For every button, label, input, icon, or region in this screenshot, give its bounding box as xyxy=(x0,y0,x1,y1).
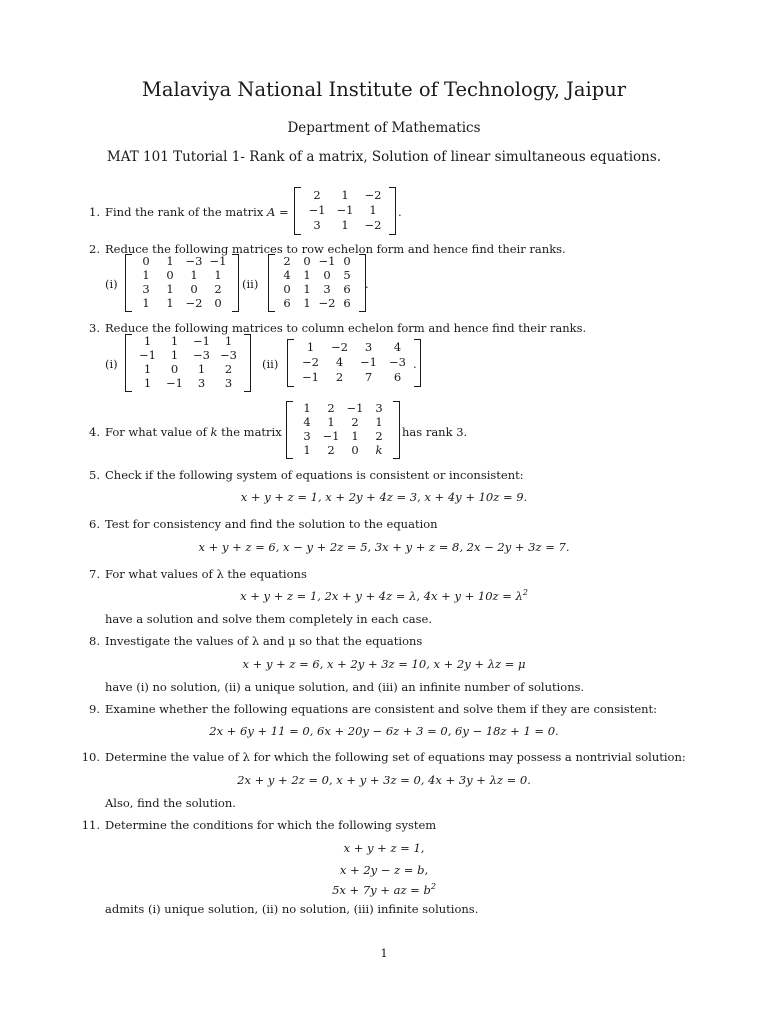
matrix-cell: 1 xyxy=(170,348,179,363)
question-2-number: 2. xyxy=(89,242,100,256)
matrix-cell: 0 xyxy=(190,282,198,297)
matrix-cell: −3 xyxy=(220,348,237,363)
question-11-equation-3 xyxy=(0,882,768,897)
question-11-number: 11. xyxy=(81,818,100,832)
question-3-matrix-i xyxy=(125,334,251,392)
matrix-left-bracket xyxy=(268,254,275,312)
question-6-number: 6. xyxy=(89,517,100,531)
matrix-grid xyxy=(294,339,414,387)
tutorial-subtitle: MAT 101 Tutorial 1- Rank of a matrix, Solution of linear simultaneous equations. xyxy=(106,149,662,165)
matrix-right-bracket xyxy=(232,254,239,312)
matrix-cell: 2 xyxy=(375,429,383,444)
question-1-matrix xyxy=(294,187,396,235)
question-2-text: Reduce the following matrices to row echelon form and hence find their ranks. xyxy=(105,242,566,256)
matrix-cell: 2 xyxy=(351,415,359,430)
question-7-equations xyxy=(0,588,768,603)
matrix-cell: 4 xyxy=(303,415,311,430)
question-7-after: have a solution and solve them completely in each case. xyxy=(105,612,432,626)
matrix-left-bracket xyxy=(287,339,294,387)
matrix-cell: 1 xyxy=(303,296,311,311)
equals-sign: = xyxy=(278,205,289,219)
question-10-equations: 2x + y + 2z = 0, x + y + 3z = 0, 4x + 3y + λz = 0. xyxy=(237,773,531,787)
question-10-after: Also, find the solution. xyxy=(105,796,236,810)
question-2-matrix-ii xyxy=(268,254,366,312)
question-4-number: 4. xyxy=(89,425,100,439)
matrix-cell: −1 xyxy=(346,401,364,416)
matrix-cell: 1 xyxy=(375,415,383,430)
question-3-matrix-ii xyxy=(287,339,421,387)
matrix-cell: 4 xyxy=(335,355,344,370)
matrix-cell: −2 xyxy=(185,296,203,311)
matrix-cell: 0 xyxy=(283,282,291,297)
question-11-equation-1: x + y + z = 1, xyxy=(343,841,425,855)
matrix-cell: 3 xyxy=(303,429,311,444)
matrix-cell: 1 xyxy=(166,296,174,311)
matrix-grid xyxy=(132,334,244,392)
matrix-cell: 6 xyxy=(393,370,402,385)
matrix-grid xyxy=(293,401,393,459)
question-8-number: 8. xyxy=(89,634,100,648)
matrix-cell: 1 xyxy=(166,282,174,297)
matrix-cell: 7 xyxy=(364,370,373,385)
matrix-cell: −1 xyxy=(166,376,183,391)
matrix-cell: 1 xyxy=(303,401,311,416)
matrix-cell: 3 xyxy=(375,401,383,416)
matrix-cell: 0 xyxy=(166,268,174,283)
matrix-grid xyxy=(301,187,389,235)
matrix-left-bracket xyxy=(294,187,301,235)
matrix-cell: 3 xyxy=(313,218,321,233)
matrix-cell: 2 xyxy=(313,188,321,203)
matrix-cell: 0 xyxy=(323,268,331,283)
question-1-text xyxy=(105,205,289,219)
question-11-text: Determine the conditions for which the following system xyxy=(105,818,437,832)
question-8-equations: x + y + z = 6, x + 2y + 3z = 10, x + 2y + λz = μ xyxy=(242,657,526,671)
matrix-cell: 1 xyxy=(214,268,222,283)
matrix-cell: 4 xyxy=(393,340,402,355)
matrix-cell: 1 xyxy=(197,362,206,377)
matrix-cell: 0 xyxy=(142,254,150,269)
variable-k: k xyxy=(210,425,218,439)
question-4-text xyxy=(105,425,282,439)
question-3-text: Reduce the following matrices to column echelon form and hence find their ranks. xyxy=(105,321,587,335)
matrix-cell: 6 xyxy=(343,282,351,297)
matrix-cell: 1 xyxy=(303,268,311,283)
question-2-period: . xyxy=(365,277,369,291)
matrix-cell: −1 xyxy=(360,355,377,370)
matrix-cell: 2 xyxy=(224,362,233,377)
matrix-cell: −3 xyxy=(193,348,210,363)
question-9-number: 9. xyxy=(89,702,100,716)
matrix-cell: −3 xyxy=(185,254,203,269)
question-10-text: Determine the value of λ for which the following set of equations may possess a nontrivial solution: xyxy=(105,750,686,764)
question-8-text: Investigate the values of λ and μ so that the equations xyxy=(105,634,423,648)
question-1-number: 1. xyxy=(89,205,100,219)
matrix-cell: 1 xyxy=(369,203,377,218)
matrix-variable-a: A xyxy=(266,205,276,219)
matrix-cell: 1 xyxy=(351,429,359,444)
matrix-cell: 0 xyxy=(214,296,222,311)
question-4-text-after: has rank 3. xyxy=(402,425,468,439)
question-7-text: For what values of λ the equations xyxy=(105,567,307,581)
matrix-cell: −3 xyxy=(389,355,406,370)
question-11-exponent: 2 xyxy=(430,882,436,891)
question-7-number: 7. xyxy=(89,567,100,581)
matrix-cell: −1 xyxy=(322,429,340,444)
question-7-exponent: 2 xyxy=(522,588,528,597)
matrix-cell: 1 xyxy=(341,188,349,203)
question-8-after: have (i) no solution, (ii) a unique solution, and (iii) an infinite number of solutions. xyxy=(105,680,585,694)
matrix-cell: k xyxy=(375,443,383,458)
question-2-label-i: (i) xyxy=(105,277,118,291)
question-4-prompt-mid: the matrix xyxy=(221,425,282,439)
matrix-cell: −1 xyxy=(139,348,156,363)
question-11-equation-2: x + 2y − z = b, xyxy=(339,863,429,877)
matrix-cell: 1 xyxy=(327,415,335,430)
matrix-cell: 3 xyxy=(364,340,373,355)
question-11-after: admits (i) unique solution, (ii) no solution, (iii) infinite solutions. xyxy=(105,902,479,916)
question-3-label-i: (i) xyxy=(105,357,118,371)
matrix-cell: 3 xyxy=(197,376,206,391)
matrix-cell: −1 xyxy=(308,203,326,218)
question-7-equation-body: x + y + z = 1, 2x + y + 4z = λ, 4x + y + 10z = λ xyxy=(240,588,523,603)
matrix-cell: 0 xyxy=(351,443,359,458)
question-5-number: 5. xyxy=(89,468,100,482)
matrix-cell: 1 xyxy=(303,282,311,297)
matrix-cell: 0 xyxy=(170,362,179,377)
matrix-cell: −2 xyxy=(302,355,319,370)
matrix-right-bracket xyxy=(393,401,400,459)
question-5-equations: x + y + z = 1, x + 2y + 4z = 3, x + 4y + 10z = 9. xyxy=(240,490,528,504)
matrix-cell: 2 xyxy=(283,254,291,269)
question-1-prompt: Find the rank of the matrix xyxy=(105,205,264,219)
matrix-cell: 3 xyxy=(224,376,233,391)
matrix-cell: 6 xyxy=(283,296,291,311)
matrix-grid xyxy=(132,254,232,312)
matrix-cell: 2 xyxy=(327,401,335,416)
matrix-cell: 1 xyxy=(170,334,179,349)
matrix-cell: 1 xyxy=(142,268,150,283)
question-5-text: Check if the following system of equations is consistent or inconsistent: xyxy=(105,468,524,482)
matrix-left-bracket xyxy=(125,254,132,312)
matrix-cell: −1 xyxy=(302,370,319,385)
page-number: 1 xyxy=(380,946,388,960)
matrix-cell: 3 xyxy=(142,282,150,297)
matrix-right-bracket xyxy=(389,187,396,235)
matrix-cell: 3 xyxy=(323,282,331,297)
matrix-cell: 1 xyxy=(224,334,233,349)
question-9-text: Examine whether the following equations are consistent and solve them if they are consistent: xyxy=(105,702,658,716)
matrix-cell: 1 xyxy=(143,362,152,377)
matrix-cell: −1 xyxy=(318,254,336,269)
matrix-cell: −2 xyxy=(364,218,382,233)
matrix-cell: 1 xyxy=(166,254,174,269)
question-9-equations: 2x + 6y + 11 = 0, 6x + 20y − 6z + 3 = 0, 6y − 18z + 1 = 0. xyxy=(209,724,559,738)
matrix-right-bracket xyxy=(244,334,251,392)
matrix-cell: −1 xyxy=(193,334,210,349)
document-title: Malaviya National Institute of Technology, Jaipur xyxy=(141,78,627,101)
matrix-cell: 1 xyxy=(143,334,152,349)
matrix-cell: 1 xyxy=(143,376,152,391)
question-6-text: Test for consistency and find the solution to the equation xyxy=(105,517,438,531)
matrix-cell: 4 xyxy=(283,268,291,283)
question-2-label-ii: (ii) xyxy=(242,277,259,291)
matrix-cell: 2 xyxy=(214,282,222,297)
matrix-cell: −2 xyxy=(364,188,382,203)
matrix-left-bracket xyxy=(125,334,132,392)
question-11-equation-3-body: 5x + 7y + az = b xyxy=(332,882,431,897)
matrix-left-bracket xyxy=(286,401,293,459)
question-3-number: 3. xyxy=(89,321,100,335)
matrix-cell: 1 xyxy=(303,443,311,458)
question-4-matrix xyxy=(286,401,400,459)
matrix-grid xyxy=(275,254,359,312)
department-name: Department of Mathematics xyxy=(287,120,481,136)
question-4-prompt-start: For what value of xyxy=(105,425,207,439)
matrix-cell: 0 xyxy=(343,254,351,269)
matrix-cell: 1 xyxy=(306,340,315,355)
matrix-cell: −1 xyxy=(209,254,227,269)
question-2-matrix-i xyxy=(125,254,239,312)
matrix-cell: −2 xyxy=(331,340,348,355)
matrix-cell: 0 xyxy=(303,254,311,269)
matrix-cell: −1 xyxy=(336,203,354,218)
question-3-label-ii: (ii) xyxy=(262,357,279,371)
question-1-period: . xyxy=(398,205,402,219)
question-6-equations: x + y + z = 6, x − y + 2z = 5, 3x + y + z = 8, 2x − 2y + 3z = 7. xyxy=(198,540,570,554)
question-10-number: 10. xyxy=(81,750,100,764)
matrix-cell: −2 xyxy=(318,296,336,311)
matrix-cell: 2 xyxy=(327,443,335,458)
matrix-cell: 5 xyxy=(343,268,351,283)
matrix-cell: 1 xyxy=(142,296,150,311)
question-3-period: . xyxy=(413,357,417,371)
matrix-cell: 2 xyxy=(335,370,344,385)
matrix-cell: 6 xyxy=(343,296,351,311)
matrix-cell: 1 xyxy=(190,268,198,283)
matrix-cell: 1 xyxy=(341,218,349,233)
